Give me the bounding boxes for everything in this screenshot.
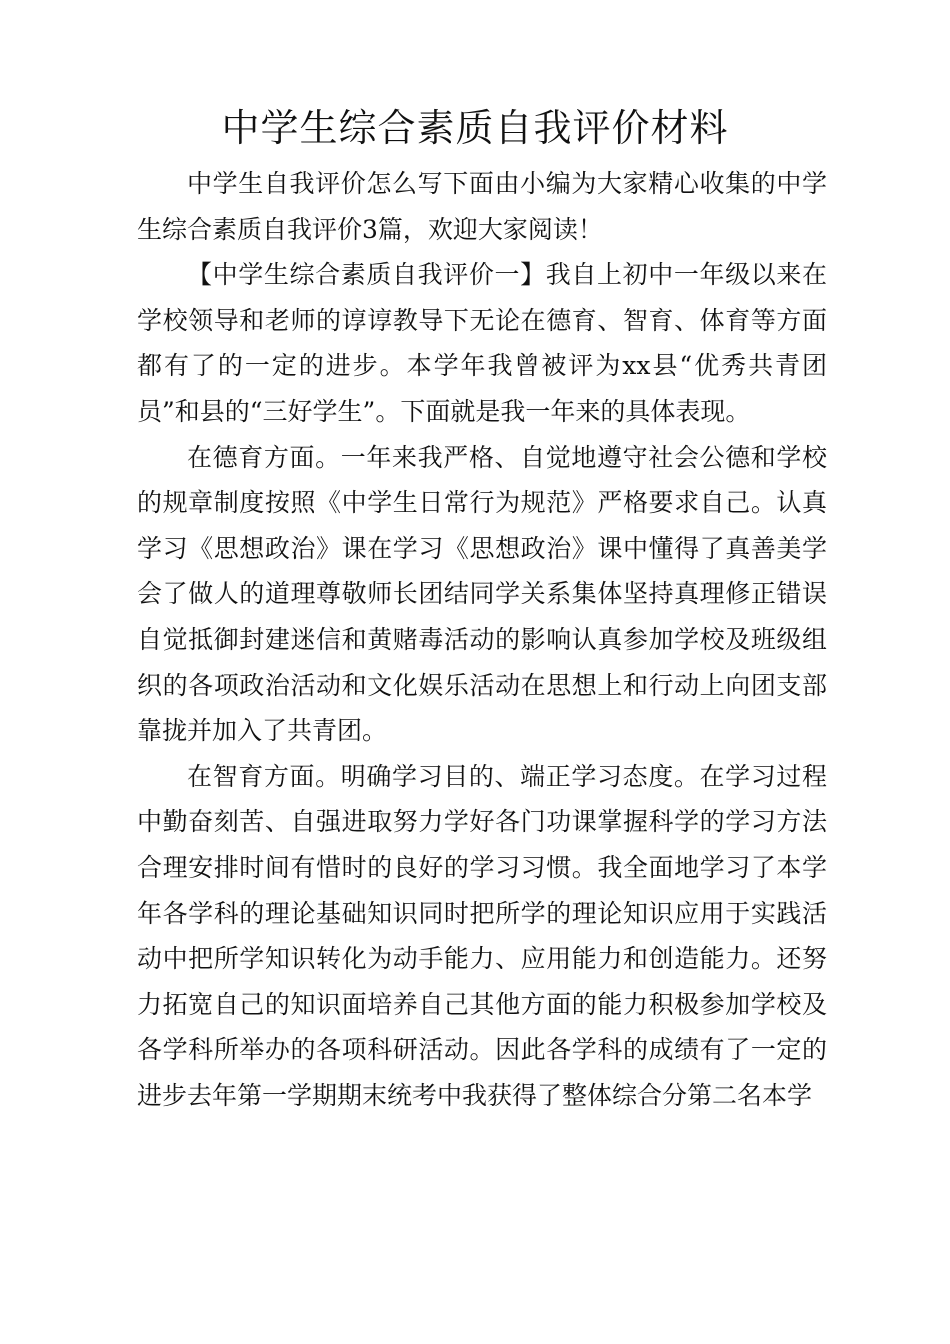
document-title: 中学生综合素质自我评价材料	[221, 106, 729, 150]
paragraph-moral-education: 在德育方面。一年来我严格、自觉地遵守社会公德和学校的规章制度按照《中学生日常行为规范》严格要求自己。认真学习《思想政治》课在学习《思想政治》课中懂得了真善美学会了做人的道理尊敬师长团结同学关系集体坚持真理修正错误自觉抵御封建迷信和黄赌毒活动的影响认真参加学校及班级组织的各项政治活动和文化娱乐活动在思想上和行动上向团支部靠拢并加入了共青团。	[137, 442, 827, 746]
paragraph-intellectual-education: 在智育方面。明确学习目的、端正学习态度。在学习过程中勤奋刻苦、自强进取努力学好各门功课掌握科学的学习方法合理安排时间有惜时的良好的学习习惯。我全面地学习了本学年各学科的理论基础知识同时把所学的理论知识应用于实践活动中把所学知识转化为动手能力、应用能力和创造能力。还努力拓宽自己的知识面培养自己其他方面的能力积极参加学校及各学科所举办的各项科研活动。因此各学科的成绩有了一定的进步去年第一学期期末统考中我获得了整体综合分第二名本学	[137, 761, 827, 1110]
paragraph-section-one: 【中学生综合素质自我评价一】我自上初中一年级以来在学校领导和老师的谆谆教导下无论在德育、智育、体育等方面都有了的一定的进步。本学年我曾被评为xx县“优秀共青团员”和县的“三好学生”。下面就是我一年来的具体表现。	[137, 260, 827, 426]
document-body	[137, 161, 827, 1118]
paragraph-intro: 中学生自我评价怎么写下面由小编为大家精心收集的中学生综合素质自我评价3篇，欢迎大家阅读！	[137, 169, 827, 244]
